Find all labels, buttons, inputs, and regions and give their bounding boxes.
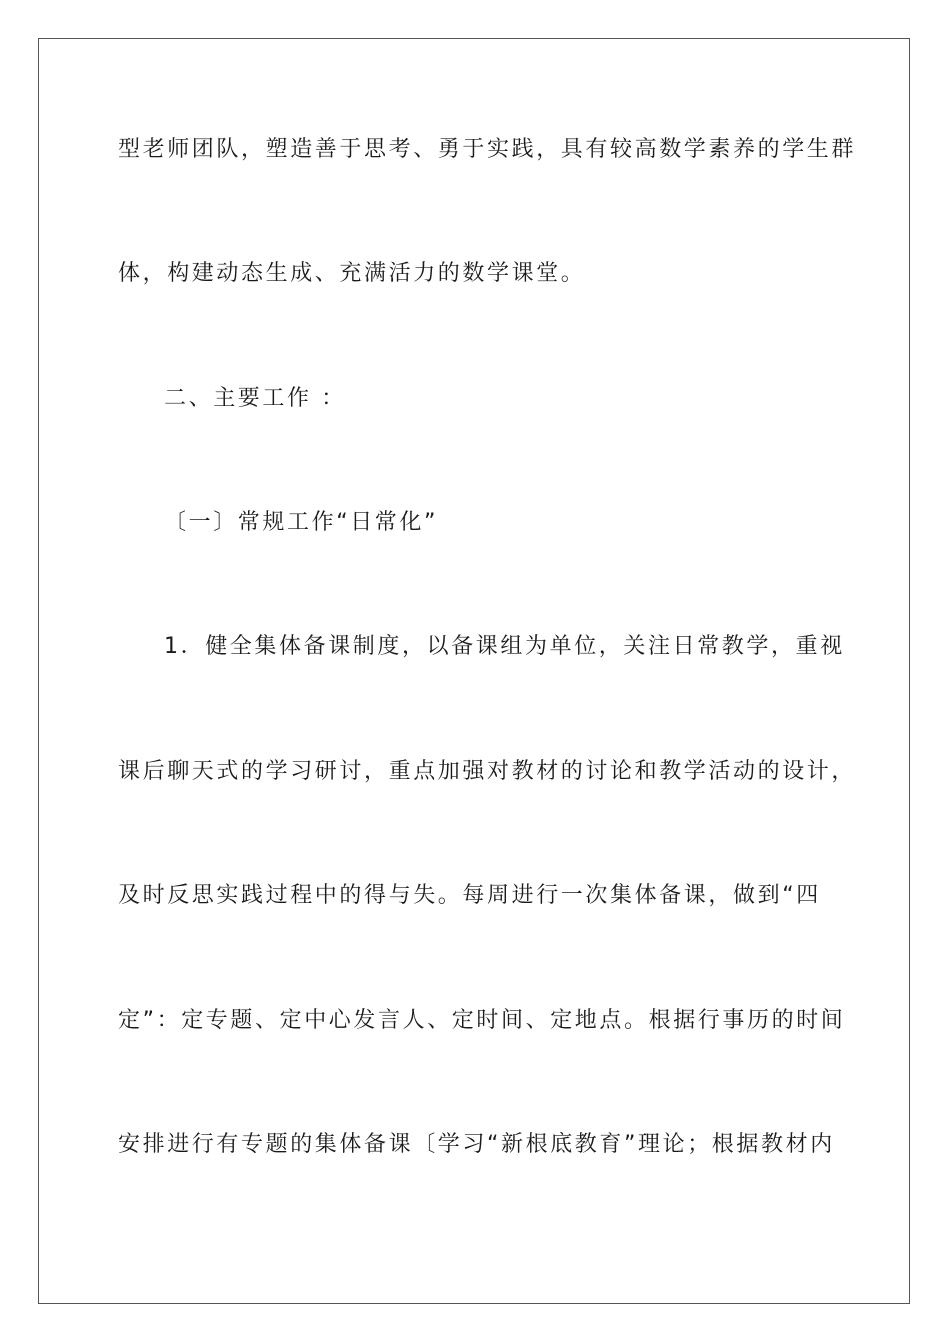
body-text-line: 课后聊天式的学习研讨，重点加强对教材的讨论和教学活动的设计， [118, 759, 857, 784]
section-heading: 二、主要工作 ： [164, 386, 346, 411]
page-border [38, 38, 910, 1304]
subsection-heading: 〔一〕常规工作“日常化” [164, 510, 438, 535]
body-text-line: 安排进行有专题的集体备课〔学习“新根底教育”理论；根据教材内 [118, 1132, 835, 1157]
body-text-line: 体，构建动态生成、充满活力的数学课堂。 [118, 261, 586, 286]
body-text-line: 及时反思实践过程中的得与失。每周进行一次集体备课，做到“四 [118, 883, 821, 908]
body-text-line: 1．健全集体备课制度，以备课组为单位，关注日常教学，重视 [164, 634, 845, 659]
body-text-line: 型老师团队，塑造善于思考、勇于实践，具有较高数学素养的学生群 [118, 137, 857, 162]
body-text-line: 定”：定专题、定中心发言人、定时间、定地点。根据行事历的时间 [118, 1008, 846, 1033]
